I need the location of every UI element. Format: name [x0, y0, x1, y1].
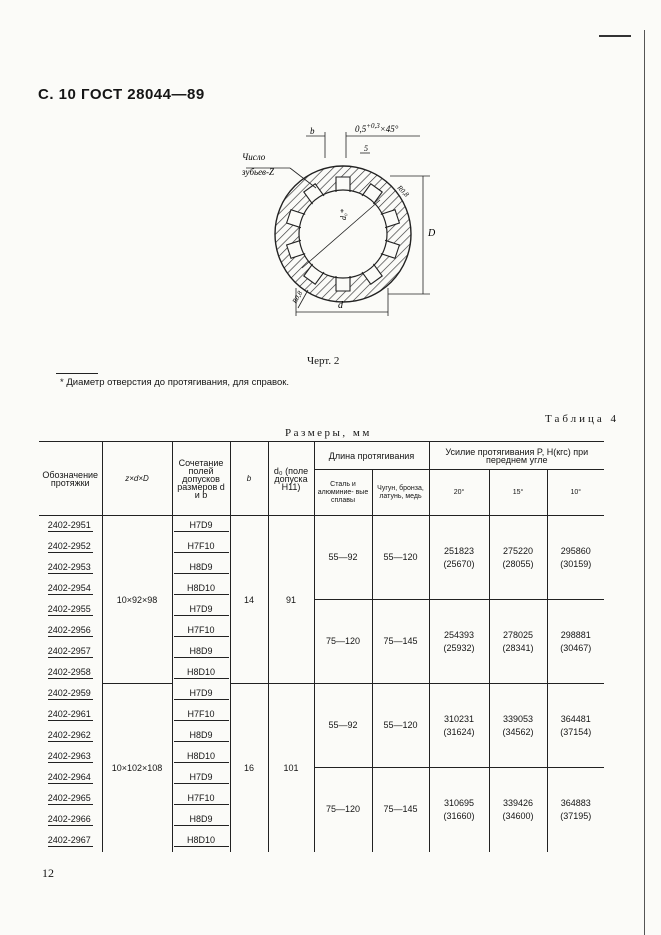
- broach-code: 2402-2959: [47, 688, 91, 698]
- hatched-ring: [275, 166, 411, 302]
- force-15-kgf: (34600): [502, 810, 534, 821]
- force-15: 278025: [502, 629, 534, 640]
- broach-code: 2402-2957: [47, 646, 91, 656]
- steel-cell: [314, 768, 372, 852]
- b-value: 14: [230, 516, 268, 684]
- force-15-kgf: (28055): [502, 558, 534, 569]
- force-15: 275220: [502, 545, 534, 556]
- fit-code: H7F10: [174, 541, 229, 553]
- castiron-cell: [372, 516, 429, 600]
- header-angle-15: 15°: [489, 470, 547, 516]
- broach-code: 2402-2963: [47, 751, 91, 761]
- broach-code: 2402-2967: [47, 835, 91, 845]
- castiron-cell: [372, 600, 429, 684]
- broach-code: 2402-2964: [47, 772, 91, 782]
- table-row: [39, 516, 604, 537]
- table-number: Таблица 4: [545, 413, 620, 425]
- force-10-cell: [547, 600, 604, 684]
- force-10: 295860: [560, 545, 591, 556]
- header-force: Усилие протягивания P, Н(кгс) при переднем угле: [429, 442, 604, 470]
- force-10-kgf: (30159): [560, 558, 592, 569]
- force-10-kgf: (37154): [560, 726, 592, 737]
- force-20-cell: [429, 516, 489, 600]
- force-10-cell: [547, 516, 604, 600]
- castiron-length: 75—145: [383, 636, 418, 646]
- header-angle-10: 10°: [547, 470, 604, 516]
- fit-code: H8D10: [174, 667, 229, 679]
- label-d: d: [338, 300, 343, 311]
- label-radius-bottom: R0,8: [290, 289, 305, 305]
- fit-code: H7D9: [174, 520, 229, 532]
- fit-code: H7D9: [174, 772, 229, 784]
- force-10: 364883: [560, 797, 591, 808]
- force-10-cell: [547, 768, 604, 852]
- fit-code: H8D9: [174, 646, 229, 658]
- fit-code: H8D10: [174, 751, 229, 763]
- label-radius-top: R0,8: [395, 183, 411, 199]
- steel-cell: [314, 684, 372, 768]
- force-10-cell: [547, 684, 604, 768]
- force-15-cell: [489, 684, 547, 768]
- force-20-cell: [429, 600, 489, 684]
- castiron-length: 55—120: [383, 720, 418, 730]
- label-D: D: [428, 228, 436, 239]
- castiron-length: 75—145: [383, 804, 418, 815]
- zdD-value: 10×102×108: [102, 684, 172, 852]
- steel-length: 75—120: [325, 804, 361, 815]
- force-20-cell: [429, 684, 489, 768]
- header-angle-20: 20°: [429, 470, 489, 516]
- force-10-kgf: (30467): [560, 642, 592, 653]
- force-20: 310695: [443, 797, 475, 808]
- force-15-kgf: (34562): [502, 726, 534, 737]
- broach-code: 2402-2953: [47, 562, 91, 572]
- steel-length: 55—92: [328, 720, 358, 730]
- broach-code: 2402-2965: [47, 793, 91, 803]
- table-4: [39, 441, 604, 852]
- force-15-cell: [489, 600, 547, 684]
- force-20: 310231: [443, 713, 475, 724]
- fit-code: H8D9: [174, 814, 229, 826]
- header-zdD: z×d×D: [102, 442, 172, 516]
- force-20: 254393: [443, 629, 475, 640]
- d0-value: 101: [268, 684, 314, 852]
- label-chamfer: $0,5^{+0,3}\times 45^\circ$: [355, 122, 399, 134]
- label-b: b: [310, 126, 315, 136]
- spline-broach-drawing: [230, 118, 450, 323]
- table-row: [39, 684, 604, 705]
- force-10: 364481: [560, 713, 591, 724]
- header-steel: Сталь и алюминие- вые сплавы: [314, 470, 372, 516]
- force-15: 339053: [502, 713, 534, 724]
- fit-code: H7F10: [174, 625, 229, 637]
- header-fields: Сочетание полей допусков размеров d и b: [172, 442, 230, 516]
- header-length: Длина протягивания: [314, 442, 429, 470]
- label-5: 5: [364, 144, 368, 153]
- fit-code: H7D9: [174, 688, 229, 700]
- force-20-kgf: (25670): [443, 558, 475, 569]
- footnote: * Диаметр отверстия до протягивания, для справок.: [60, 377, 290, 388]
- broach-code: 2402-2966: [47, 814, 91, 824]
- fit-code: H7F10: [174, 709, 229, 721]
- broach-code: 2402-2956: [47, 625, 91, 635]
- broach-code: 2402-2954: [47, 583, 91, 593]
- header-castiron: Чугун, бронза, латунь, медь: [372, 470, 429, 516]
- steel-cell: [314, 516, 372, 600]
- castiron-length: 55—120: [383, 552, 418, 562]
- header-b: b: [230, 442, 268, 516]
- broach-code: 2402-2958: [47, 667, 91, 677]
- force-20-kgf: (31660): [443, 810, 475, 821]
- steel-cell: [314, 600, 372, 684]
- force-15-cell: [489, 516, 547, 600]
- force-20-kgf: (25932): [443, 642, 475, 653]
- table-units: Размеры, мм: [285, 427, 372, 439]
- label-teeth-2: зубьев-Z: [242, 167, 274, 177]
- header-d0: d₀ (поле допуска H11): [268, 442, 314, 516]
- steel-length: 55—92: [328, 552, 358, 562]
- broach-code: 2402-2961: [47, 709, 91, 719]
- zdD-value: 10×92×98: [102, 516, 172, 684]
- force-10-kgf: (37195): [560, 810, 592, 821]
- steel-length: 75—120: [325, 636, 361, 646]
- force-15: 339426: [502, 797, 534, 808]
- castiron-cell: [372, 684, 429, 768]
- d0-value: 91: [268, 516, 314, 684]
- force-15-cell: [489, 768, 547, 852]
- force-10: 298881: [560, 629, 591, 640]
- broach-code: 2402-2962: [47, 730, 91, 740]
- page-edge-line: [644, 30, 645, 935]
- footnote-rule: [56, 373, 98, 374]
- fit-code: H8D9: [174, 562, 229, 574]
- force-20: 251823: [443, 545, 475, 556]
- fit-code: H7F10: [174, 793, 229, 805]
- label-teeth-1: Число: [242, 152, 266, 162]
- fit-code: H8D10: [174, 583, 229, 595]
- broach-code: 2402-2952: [47, 541, 91, 551]
- force-20-kgf: (31624): [443, 726, 475, 737]
- page-number: 12: [42, 866, 54, 880]
- fit-code: H7D9: [174, 604, 229, 616]
- force-20-cell: [429, 768, 489, 852]
- fit-code: H8D10: [174, 835, 229, 847]
- castiron-cell: [372, 768, 429, 852]
- fit-code: H8D9: [174, 730, 229, 742]
- top-edge-dash: [599, 35, 631, 37]
- broach-code: 2402-2951: [47, 520, 91, 531]
- broach-code: 2402-2955: [47, 604, 91, 614]
- page-header: С. 10 ГОСТ 28044—89: [38, 86, 205, 103]
- label-d0: d₀*: [339, 209, 348, 220]
- figure-caption: Черт. 2: [307, 355, 340, 367]
- header-designation: Обозначение протяжки: [42, 469, 99, 488]
- force-15-kgf: (28341): [502, 642, 534, 653]
- b-value: 16: [230, 684, 268, 852]
